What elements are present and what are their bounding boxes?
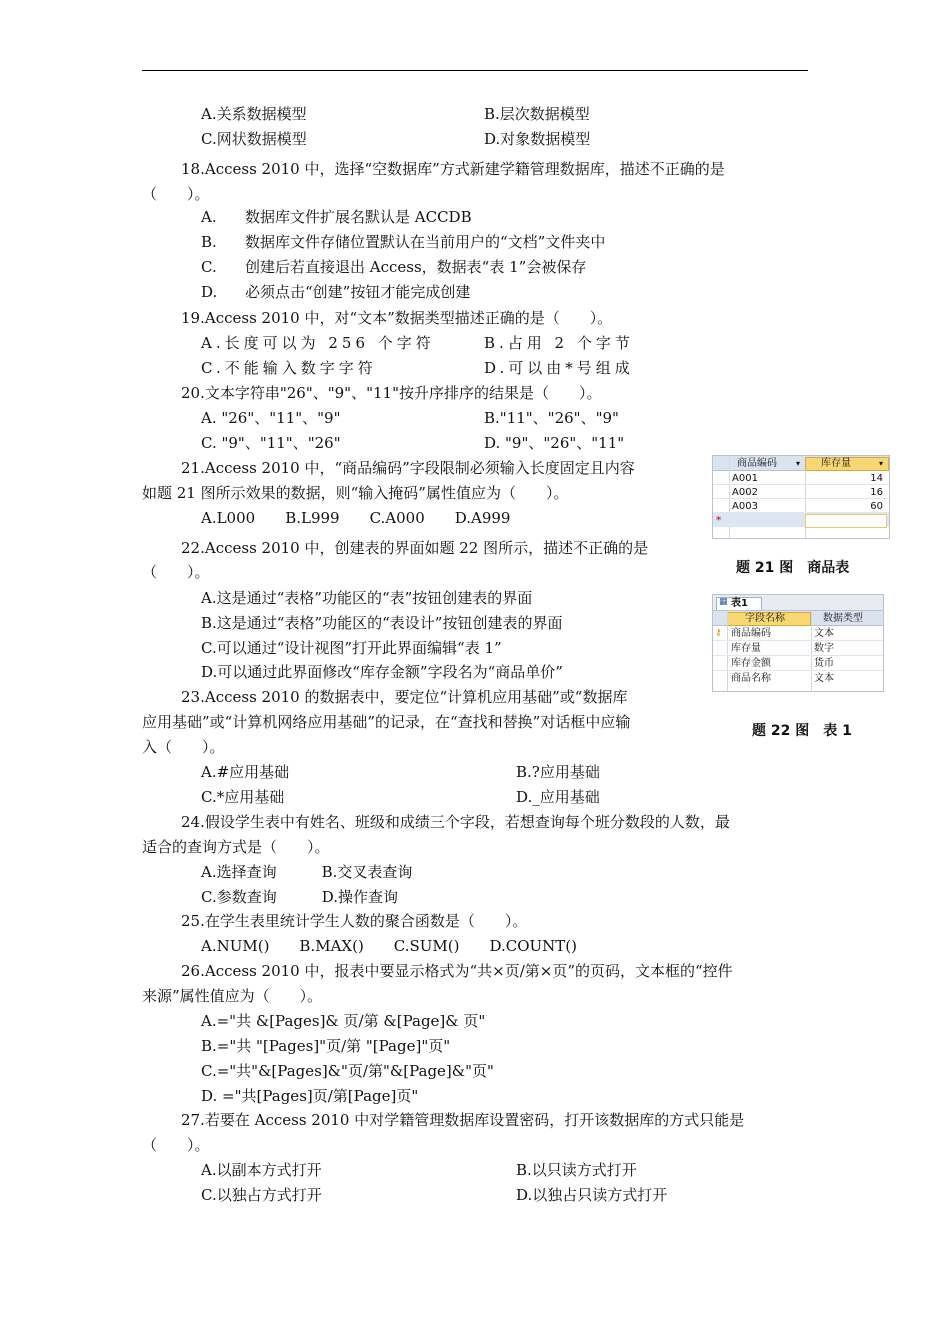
text-line: 来源”属性值应为（ ）。 [142, 987, 323, 1005]
text-line: 25.在学生表里统计学生人数的聚合函数是（ ）。 [181, 912, 528, 930]
text-line: C. [201, 258, 217, 276]
text-line: A.这是通过“表格”功能区的“表”按钮创建表的界面 [201, 589, 533, 607]
figure-22-design-view [712, 594, 884, 692]
figure-21-datasheet [712, 455, 890, 539]
text-line: B.占用 2 个字节 [484, 334, 634, 352]
table-row-cell: 货币 [814, 658, 834, 669]
text-line: 21.Access 2010 中，“商品编码”字段限制必须输入长度固定且内容 [181, 459, 635, 477]
text-line: A.#应用基础 [201, 763, 290, 781]
table-icon: ▦ [719, 597, 728, 607]
text-line: D.以独占只读方式打开 [516, 1186, 668, 1204]
text-line: B.="共 "[Pages]"页/第 "[Page]"页" [201, 1037, 451, 1055]
text-line: 创建后若直接退出 Access，数据表“表 1”会被保存 [245, 258, 587, 276]
text-line: A.L000 B.L999 C.A000 D.A999 [201, 509, 511, 527]
text-line: 应用基础”或“计算机网络应用基础”的记录，在“查找和替换”对话框中应输 [142, 713, 631, 731]
text-line: 22.Access 2010 中，创建表的界面如题 22 图所示，描述不正确的是 [181, 539, 649, 557]
text-line: （ ）。 [142, 185, 210, 203]
text-line: B."11"、"26"、"9" [484, 409, 619, 427]
text-line: A.以副本方式打开 [201, 1161, 322, 1179]
text-line: B.这是通过“表格”功能区的“表设计”按钮创建表的界面 [201, 614, 563, 632]
table-row-cell: 库存金额 [731, 658, 771, 669]
text-line: C.以独占方式打开 [201, 1186, 322, 1204]
table-row-cell: 60 [870, 501, 883, 512]
text-line: 必须点击“创建”按钮才能完成创建 [245, 283, 471, 301]
table-row-cell: 库存量 [731, 643, 761, 654]
fig22-header-type: 数据类型 [823, 613, 863, 624]
text-line: （ ）。 [142, 563, 210, 581]
text-line: 如题 21 图所示效果的数据，则“输入掩码”属性值应为（ ）。 [142, 484, 569, 502]
figure-22-caption: 题 22 图 表 1 [752, 723, 852, 739]
text-line: A.NUM() B.MAX() C.SUM() D.COUNT() [201, 937, 577, 955]
text-line: 26.Access 2010 中，报表中要显示格式为“共×页/第×页”的页码，文本框的“控件 [181, 962, 733, 980]
fig21-header-stock: 库存量 [821, 458, 851, 469]
text-line: 数据库文件扩展名默认是 ACCDB [245, 208, 472, 226]
text-line: 19.Access 2010 中，对“文本”数据类型描述正确的是（ ）。 [181, 309, 613, 327]
text-line: D.可以由*号组成 [484, 359, 634, 377]
text-line: C.参数查询 D.操作查询 [201, 888, 398, 906]
text-line: D.对象数据模型 [484, 130, 591, 148]
text-line: A. "26"、"11"、"9" [201, 409, 341, 427]
fig21-header-code: 商品编码 [737, 458, 777, 469]
text-line: 18.Access 2010 中，选择“空数据库”方式新建学籍管理数据库，描述不正确的是 [181, 160, 725, 178]
text-line: 适合的查询方式是（ ）。 [142, 838, 330, 856]
text-line: B.以只读方式打开 [516, 1161, 637, 1179]
text-line: 入（ ）。 [142, 738, 225, 756]
text-line: D. "9"、"26"、"11" [484, 434, 625, 452]
text-line: D. [201, 283, 218, 301]
text-line: B.?应用基础 [516, 763, 600, 781]
text-line: A. [201, 208, 217, 226]
table-row-cell: 商品名称 [731, 673, 771, 684]
table-row-cell: 14 [870, 473, 883, 484]
text-line: 数据库文件存储位置默认在当前用户的“文档”文件夹中 [245, 233, 606, 251]
text-line: B. [201, 233, 217, 251]
key-icon: ⚷ [715, 628, 722, 638]
table-row-cell: A003 [732, 501, 758, 512]
text-line: C. "9"、"11"、"26" [201, 434, 341, 452]
header-rule [142, 70, 808, 71]
table-row-cell: 16 [870, 487, 883, 498]
table-row-cell: 文本 [814, 673, 834, 684]
text-line: C.*应用基础 [201, 788, 285, 806]
chevron-down-icon: ▾ [796, 459, 801, 468]
text-line: B.层次数据模型 [484, 105, 590, 123]
text-line: A.长度可以为 256 个字符 [201, 334, 435, 352]
text-line: D. ="共[Pages]页/第[Page]页" [201, 1087, 419, 1105]
table-row-cell: 文本 [814, 628, 834, 639]
text-line: A.关系数据模型 [201, 105, 307, 123]
text-line: 23.Access 2010 的数据表中，要定位“计算机应用基础”或“数据库 [181, 688, 628, 706]
table-row-cell: 数字 [814, 643, 834, 654]
text-line: 20.文本字符串"26"、"9"、"11"按升序排序的结果是（ ）。 [181, 384, 602, 402]
text-line: C.="共"&[Pages]&"页/第"&[Page]&"页" [201, 1062, 494, 1080]
text-line: C.网状数据模型 [201, 130, 307, 148]
fig22-header-field: 字段名称 [745, 613, 785, 624]
fig22-tab-label: 表1 [731, 598, 748, 609]
text-line: D.可以通过此界面修改“库存金额”字段名为“商品单价” [201, 663, 563, 681]
new-row-marker: * [716, 515, 722, 526]
text-line: C.可以通过“设计视图”打开此界面编辑“表 1” [201, 639, 502, 657]
text-line: 27.若要在 Access 2010 中对学籍管理数据库设置密码，打开该数据库的方式只能是 [181, 1111, 745, 1129]
chevron-down-icon: ▾ [879, 459, 884, 468]
text-line: （ ）。 [142, 1136, 210, 1154]
text-line: A.="共 &[Pages]& 页/第 &[Page]& 页" [201, 1012, 486, 1030]
table-row-cell: 商品编码 [731, 628, 771, 639]
text-line: C.不能输入数字字符 [201, 359, 377, 377]
table-row-cell: A002 [732, 487, 758, 498]
figure-21-caption: 题 21 图 商品表 [736, 560, 850, 576]
table-row-cell: A001 [732, 473, 758, 484]
text-line: A.选择查询 B.交叉表查询 [201, 863, 413, 881]
text-line: D._应用基础 [516, 788, 600, 806]
text-line: 24.假设学生表中有姓名、班级和成绩三个字段，若想查询每个班分数段的人数，最 [181, 813, 730, 831]
